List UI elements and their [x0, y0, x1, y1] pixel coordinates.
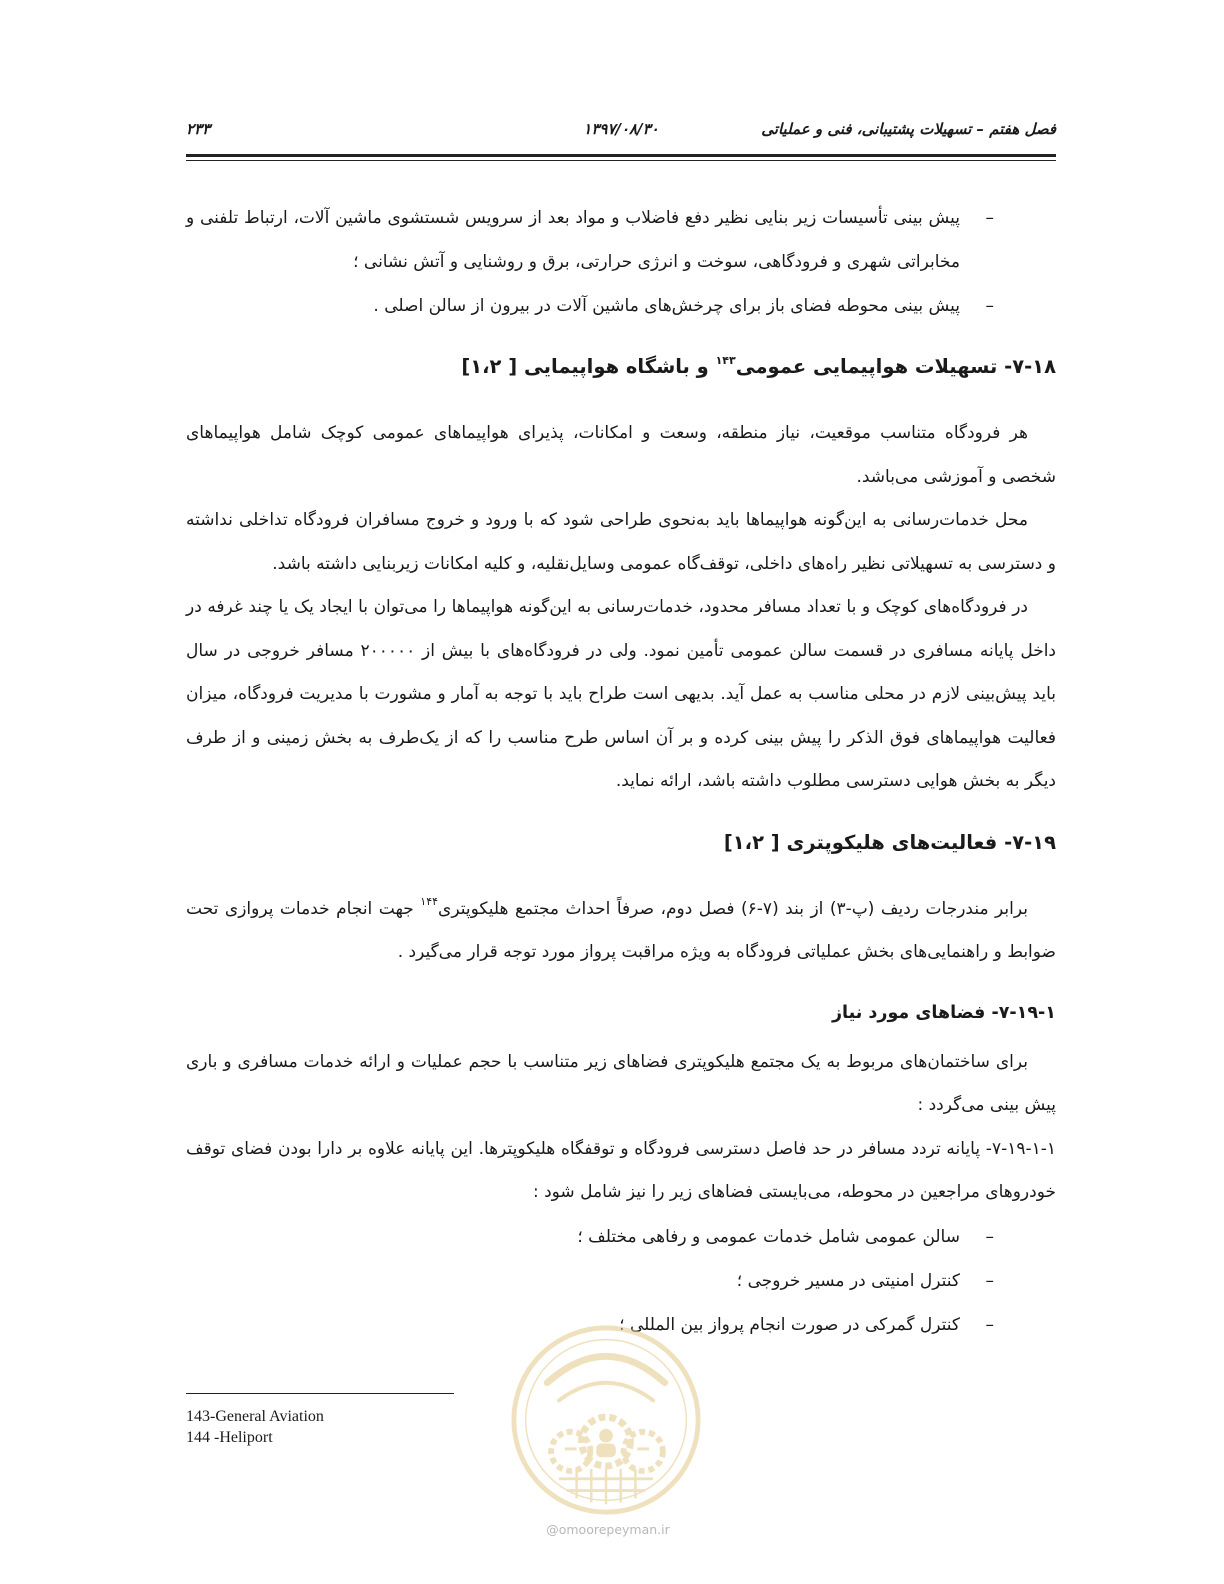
paragraph: در فرودگاه‌های کوچک و با تعداد مسافر محدود، خدمات‌رسانی به این‌گونه هواپیماها را می‌توان با ایجاد یک یا چند غرفه در داخل پایانه مسافری در قسمت سالن عمومی تأمین نمود. ولی در فرودگاه‌های با بیش از ۲۰۰۰۰۰ مسافر خروجی در سال باید پیش‌بینی لازم در محلی مناسب به عمل آید. بدیهی است طراح باید با توجه به آمار و مشورت با مدیریت فرودگاه، میزان فعالیت هواپیماهای فوق الذکر را پیش بینی کرده و بر آن اساس طرح مناسب را که از یک‌طرف به بخش زمینی و از طرف دیگر به بخش هوایی دسترسی مطلوب داشته باشد، ارائه نماید.	[186, 597, 1056, 791]
list-item-text: کنترل امنیتی در مسیر خروجی ؛	[736, 1270, 960, 1291]
dash-icon: –	[985, 208, 994, 228]
list-item-text: پیش بینی محوطه فضای باز برای چرخش‌های ماشین آلات در بیرون از سالن اصلی .	[373, 296, 960, 316]
omoorepeyman-seal-icon	[508, 1322, 704, 1518]
document-date: ۱۳۹۷/۰۸/۳۰	[583, 120, 659, 138]
main-content	[186, 196, 1056, 1347]
list-item-text: سالن عمومی شامل خدمات عمومی و رفاهی مختلف ؛	[577, 1226, 960, 1247]
list-item-text: کنترل گمرکی در صورت انجام پرواز بین المللی ؛	[619, 1314, 960, 1335]
footnotes	[186, 1406, 324, 1448]
paragraph: ۷-۱۹-۱-۱- پایانه تردد مسافر در حد فاصل دسترسی فرودگاه و توقفگاه هلیکوپترها. این پایانه علاوه بر دارا بودن فضای توقف خودروهای مراجعین در محوطه، می‌بایستی فضاهای زیر را نیز شامل شود :	[186, 1138, 1056, 1202]
list-item-text: پیش بینی تأسیسات زیر بنایی نظیر دفع فاضلاب و مواد بعد از سرویس شستشوی ماشین آلات، ارتباط تلفنی و مخابراتی شهری و فرودگاهی، سوخت و انرژی حرارتی، برق و روشنایی و آتش نشانی ؛	[186, 208, 960, 272]
paragraph: برابر مندرجات ردیف (پ-۳) از بند (۷-۶) فصل دوم، صرفاً احداث مجتمع هلیکوپتری$^{۱۴۴}$ جهت انجام خدمات پروازی تحت ضوابط و راهنمایی‌های بخش عملیاتی فرودگاه به ویژه مراقبت پرواز مورد توجه قرار می‌گیرد .	[186, 894, 1056, 962]
paragraph: محل خدمات‌رسانی به این‌گونه هواپیماها باید به‌نحوی طراحی شود که با ورود و خروج مسافران فرودگاه تداخلی نداشته و دسترسی به تسهیلاتی نظیر راه‌های داخلی، توقف‌گاه عمومی وسایل‌نقلیه، و کلیه امکانات زیربنایی داشته باشد.	[186, 510, 1056, 574]
dash-icon: –	[985, 1314, 994, 1335]
running-header	[186, 120, 1056, 146]
dash-icon: –	[985, 1226, 994, 1247]
section-heading-7-19: ۷-۱۹- فعالیت‌های هلیکوپتری [ ۱،۲]	[723, 830, 1056, 854]
header-rule-thick	[186, 154, 1056, 157]
list-item	[186, 196, 1056, 284]
paragraph: هر فرودگاه متناسب موقعیت، نیاز منطقه، وسعت و امکانات، پذیرای هواپیماهای عمومی کوچک شامل هواپیماهای شخصی و آموزشی می‌باشد.	[186, 423, 1056, 487]
chapter-title: فصل هفتم – تسهیلات پشتیبانی، فنی و عملیاتی	[761, 120, 1056, 138]
list-item	[186, 1259, 1056, 1303]
footnote: 144 -Heliport	[186, 1429, 273, 1446]
at-icon: @	[546, 1522, 559, 1537]
page-number: ۲۳۳	[186, 120, 211, 138]
section-heading-7-18: ۷-۱۸- تسهیلات هواپیمایی عمومی$^{۱۴۳}$ و باشگاه هواپیمایی [ ۱،۲]	[461, 353, 1056, 378]
dash-icon: –	[985, 296, 994, 316]
header-rule-thin	[186, 160, 1056, 161]
paragraph: برای ساختمان‌های مربوط به یک مجتمع هلیکوپتری فضاهای زیر متناسب با حجم عملیات و ارائه خدمات مسافری و باری پیش بینی می‌گردد :	[186, 1051, 1056, 1115]
list-item	[186, 1215, 1056, 1259]
footnote-rule	[186, 1393, 454, 1394]
watermark-url: @omoorepeyman.ir	[546, 1522, 670, 1537]
footnote-ref: ۱۴۴	[420, 894, 439, 908]
dash-icon: –	[985, 1270, 994, 1291]
footnote-ref: ۱۴۳	[715, 353, 736, 367]
list-item	[186, 284, 1056, 328]
subsection-heading-7-19-1: ۷-۱۹-۱- فضاهای مورد نیاز	[831, 1002, 1056, 1023]
footnote: 143-General Aviation	[186, 1408, 324, 1425]
